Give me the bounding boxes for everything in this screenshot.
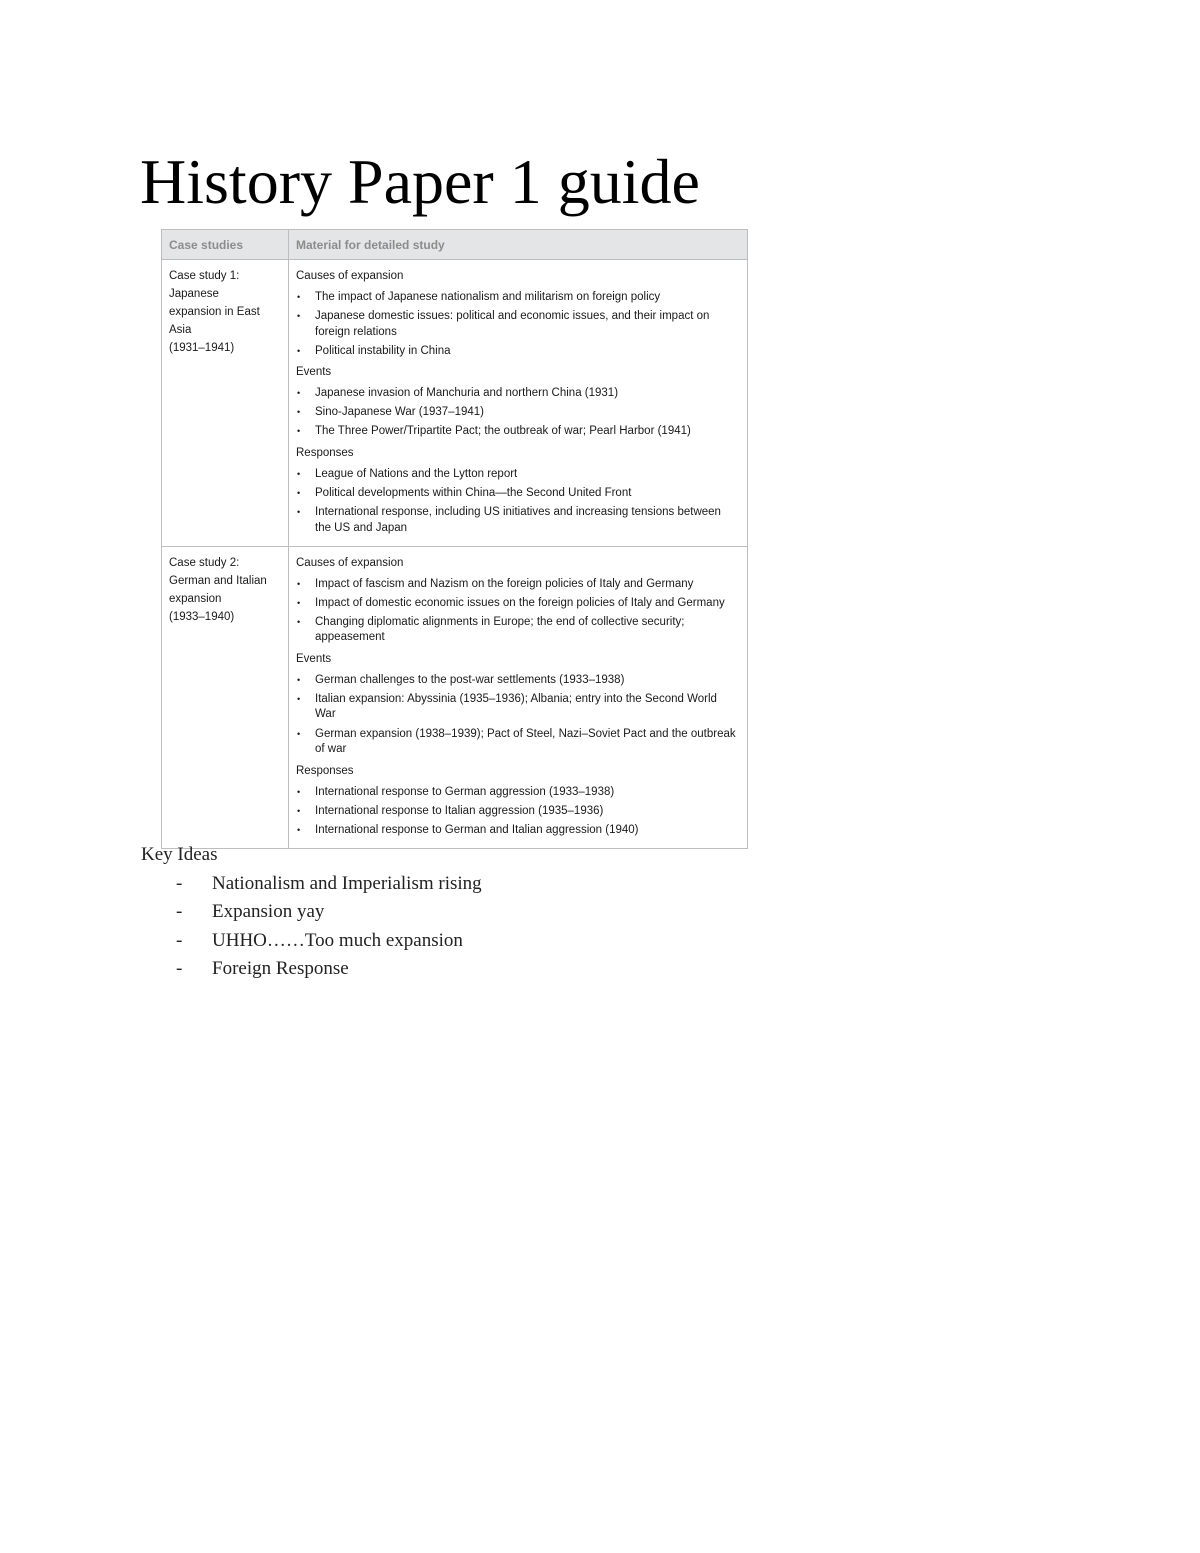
list-item: • International response to Italian aggression (1935–1936) — [296, 804, 740, 820]
case-label-line: German and Italian — [169, 574, 267, 587]
case-label — [169, 554, 281, 626]
material-cell — [289, 546, 748, 848]
section-heading: Events — [296, 366, 332, 379]
case-label-line: Japanese — [169, 288, 219, 300]
list-item — [141, 955, 482, 983]
list-item: • International response to German aggression (1933–1938) — [296, 785, 740, 801]
list-item: • League of Nations and the Lytton report — [296, 467, 740, 483]
case-label-line: (1933–1940) — [169, 610, 235, 623]
section-heading: Events — [296, 652, 332, 665]
list-item: • International response to German and Italian aggression (1940) — [296, 823, 740, 839]
list-item: • Italian expansion: Abyssinia (1935–1936); Albania; entry into the Second World War — [296, 692, 740, 723]
topic-list — [296, 467, 740, 536]
case-cell — [162, 546, 289, 848]
header-case-studies: Case studies — [162, 230, 289, 260]
list-item: • Japanese domestic issues: political and economic issues, and their impact on foreign relations — [296, 309, 740, 340]
list-item: • Impact of fascism and Nazism on the foreign policies of Italy and Germany — [296, 577, 740, 593]
dash-bullet: - — [176, 901, 183, 923]
case-label-line: Case study 1: — [169, 270, 240, 282]
list-item: • Political instability in China — [296, 344, 740, 360]
topic-list — [296, 785, 740, 839]
case-label — [169, 267, 281, 357]
section-heading: Responses — [296, 764, 354, 777]
list-item: • The Three Power/Tripartite Pact; the outbreak of war; Pearl Harbor (1941) — [296, 424, 740, 440]
key-idea-text: Nationalism and Imperialism rising — [212, 873, 482, 894]
syllabus-table — [161, 229, 748, 849]
case-label-line: (1931–1941) — [169, 342, 235, 354]
case-label-line: Asia — [169, 324, 192, 336]
topic-list — [296, 673, 740, 758]
list-item: • Sino-Japanese War (1937–1941) — [296, 405, 740, 421]
case-label-line: Case study 2: — [169, 556, 240, 569]
key-ideas-list — [141, 870, 482, 983]
list-item: • German expansion (1938–1939); Pact of Steel, Nazi–Soviet Pact and the outbreak of war — [296, 727, 740, 758]
list-item: • Impact of domestic economic issues on the foreign policies of Italy and Germany — [296, 596, 740, 612]
table-row — [162, 546, 748, 848]
key-ideas-section — [141, 842, 482, 983]
case-cell — [162, 260, 289, 547]
dash-bullet: - — [176, 873, 183, 894]
table-header-row — [162, 230, 748, 260]
dash-bullet: - — [176, 957, 183, 979]
list-item: • German challenges to the post-war settlements (1933–1938) — [296, 673, 740, 689]
case-label-line: expansion — [169, 592, 222, 605]
list-item — [141, 927, 482, 955]
section-heading: Causes of expansion — [296, 556, 404, 569]
key-ideas-title: Key Ideas — [141, 844, 218, 865]
topic-list — [296, 386, 740, 440]
page-title: History Paper 1 guide — [140, 146, 700, 217]
key-idea-text: Foreign Response — [212, 957, 349, 979]
list-item: • Japanese invasion of Manchuria and northern China (1931) — [296, 386, 740, 402]
list-item: • The impact of Japanese nationalism and militarism on foreign policy — [296, 290, 740, 306]
key-idea-text: Expansion yay — [212, 901, 325, 923]
list-item: • Changing diplomatic alignments in Europe; the end of collective security; appeasement — [296, 615, 740, 646]
dash-bullet: - — [176, 929, 183, 951]
topic-list — [296, 290, 740, 359]
section-heading: Responses — [296, 446, 354, 459]
topic-list — [296, 577, 740, 646]
key-idea-text: UHHO……Too much expansion — [212, 929, 463, 951]
list-item: • Political developments within China—the Second United Front — [296, 486, 740, 502]
header-material: Material for detailed study — [289, 230, 748, 260]
list-item — [141, 870, 482, 898]
list-item: • International response, including US initiatives and increasing tensions between the US and Japan — [296, 505, 740, 536]
list-item — [141, 898, 482, 926]
table-row — [162, 260, 748, 547]
section-heading: Causes of expansion — [296, 270, 404, 282]
case-label-line: expansion in East — [169, 306, 260, 318]
material-cell — [289, 260, 748, 547]
